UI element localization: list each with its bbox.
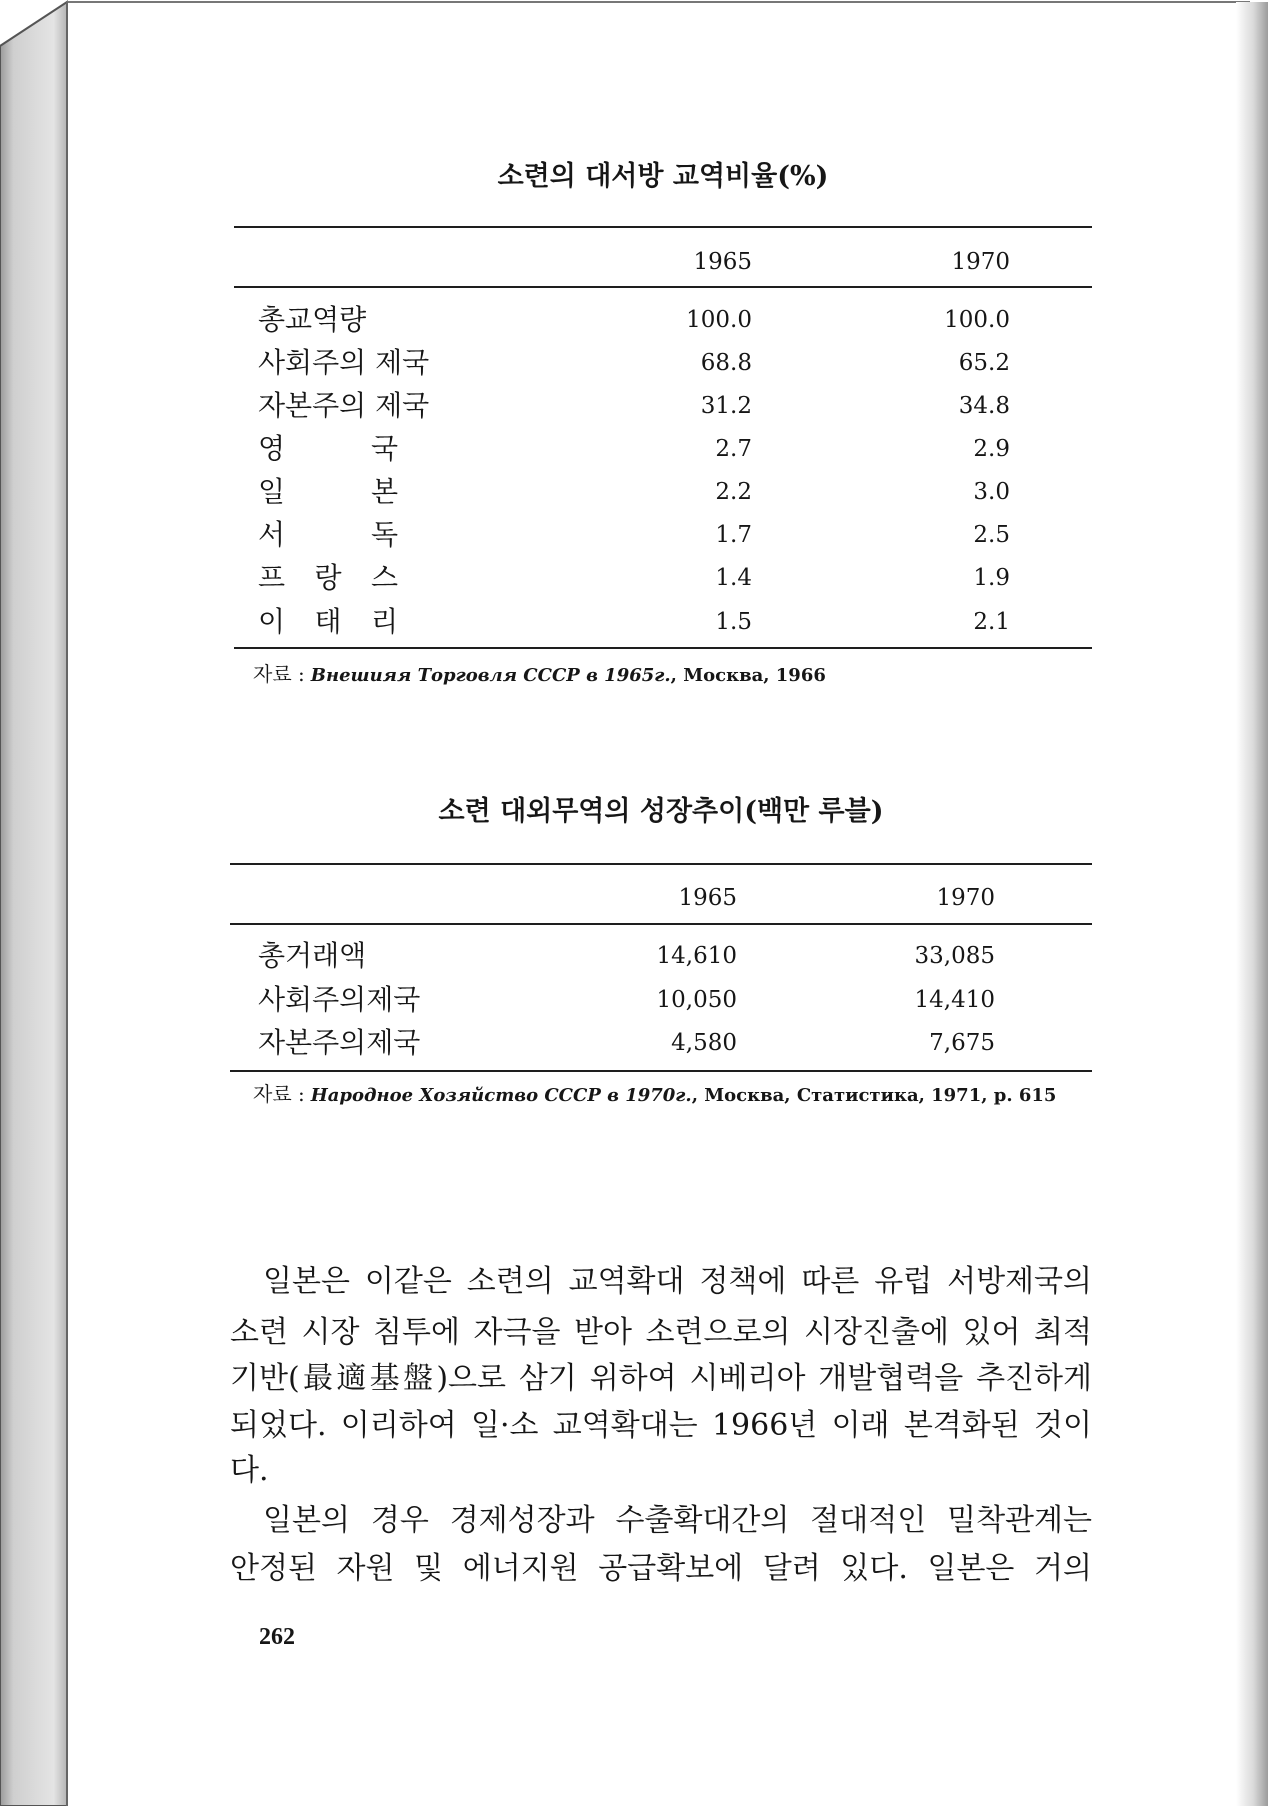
table-source bbox=[253, 1080, 1056, 1108]
text-line: 기반(最適基盤)으로 삼기 위하여 시베리아 개발협력을 추진하게 bbox=[230, 1361, 1092, 1396]
row-label: 사회주의제국 bbox=[258, 983, 421, 1016]
cell-1970: 3.0 bbox=[973, 479, 1010, 505]
column-header-1965: 1965 bbox=[693, 249, 752, 275]
cell-1965: 31.2 bbox=[700, 393, 752, 419]
table-header-row bbox=[0, 878, 1268, 918]
column-header-1965: 1965 bbox=[678, 885, 737, 911]
cell-1970: 14,410 bbox=[914, 987, 995, 1013]
row-label: 일 본 bbox=[258, 475, 398, 508]
row-label: 영 국 bbox=[258, 432, 398, 465]
cell-1965: 2.7 bbox=[715, 436, 752, 462]
source-title: Внешияя Торговля СССР в 1965г. bbox=[310, 665, 671, 686]
table-row bbox=[0, 602, 1268, 642]
cell-1970: 2.5 bbox=[973, 522, 1010, 548]
cell-1965: 1.4 bbox=[715, 565, 752, 591]
table-row bbox=[0, 386, 1268, 426]
table-row bbox=[0, 472, 1268, 512]
table-row bbox=[0, 980, 1268, 1020]
cell-1970: 65.2 bbox=[958, 350, 1010, 376]
text-line: 일본의 경우 경제성장과 수출확대간의 절대적인 밀착관계는 bbox=[263, 1503, 1092, 1538]
cell-1970: 33,085 bbox=[914, 943, 995, 969]
cell-1965: 10,050 bbox=[656, 987, 737, 1013]
page-number: 262 bbox=[259, 1624, 295, 1650]
column-header-1970: 1970 bbox=[951, 249, 1010, 275]
cell-1965: 2.2 bbox=[715, 479, 752, 505]
row-label: 서 독 bbox=[258, 518, 398, 551]
cell-1970: 2.9 bbox=[973, 436, 1010, 462]
table-bottom-rule bbox=[234, 647, 1092, 649]
source-prefix: 자료 : bbox=[253, 1082, 305, 1106]
table-header-rule bbox=[230, 923, 1092, 925]
table-row bbox=[0, 558, 1268, 598]
cell-1965: 1.7 bbox=[715, 522, 752, 548]
table-row bbox=[0, 429, 1268, 469]
table-header-row bbox=[0, 242, 1268, 282]
row-label: 자본주의제국 bbox=[258, 1026, 421, 1059]
source-details: , Москва, 1966 bbox=[670, 665, 826, 686]
cell-1970: 100.0 bbox=[944, 307, 1010, 333]
cell-1965: 68.8 bbox=[700, 350, 752, 376]
row-label: 총거래액 bbox=[258, 939, 367, 972]
text-line: 되었다. 이리하여 일·소 교역확대는 1966년 이래 본격화된 것이 bbox=[230, 1408, 1092, 1443]
table-bottom-rule bbox=[230, 1070, 1092, 1072]
table-row bbox=[0, 515, 1268, 555]
table-top-rule bbox=[230, 863, 1092, 865]
row-label: 총교역량 bbox=[258, 303, 367, 336]
column-header-1970: 1970 bbox=[936, 885, 995, 911]
table-top-rule bbox=[234, 226, 1092, 228]
cell-1970: 34.8 bbox=[958, 393, 1010, 419]
cell-1965: 4,580 bbox=[671, 1030, 737, 1056]
text-line: 안정된 자원 및 에너지원 공급확보에 달려 있다. 일본은 거의 bbox=[230, 1551, 1092, 1586]
table-title: 소련 대외무역의 성장추이(백만 루블) bbox=[438, 796, 884, 827]
table-title: 소련의 대서방 교역비율(%) bbox=[497, 161, 829, 192]
table-source bbox=[253, 660, 826, 688]
cell-1970: 2.1 bbox=[973, 609, 1010, 635]
row-label: 자본주의 제국 bbox=[258, 389, 430, 422]
cell-1965: 14,610 bbox=[656, 943, 737, 969]
table-row bbox=[0, 936, 1268, 976]
cell-1970: 7,675 bbox=[929, 1030, 995, 1056]
row-label: 이 태 리 bbox=[258, 605, 398, 638]
text-line: 일본은 이같은 소련의 교역확대 정책에 따른 유럽 서방제국의 bbox=[263, 1264, 1092, 1299]
row-label: 사회주의 제국 bbox=[258, 346, 430, 379]
cell-1965: 100.0 bbox=[686, 307, 752, 333]
table-row bbox=[0, 300, 1268, 340]
table-header-rule bbox=[234, 286, 1092, 288]
text-line: 다. bbox=[230, 1453, 269, 1488]
source-details: , Москва, Статистика, 1971, p. 615 bbox=[691, 1085, 1057, 1106]
cell-1970: 1.9 bbox=[973, 565, 1010, 591]
source-prefix: 자료 : bbox=[253, 662, 305, 686]
table-row bbox=[0, 343, 1268, 383]
text-line: 소련 시장 침투에 자극을 받아 소련으로의 시장진출에 있어 최적 bbox=[230, 1315, 1092, 1350]
source-title: Народное Хозяйство СССР в 1970г. bbox=[310, 1085, 692, 1106]
table-row bbox=[0, 1023, 1268, 1063]
row-label: 프 랑 스 bbox=[258, 561, 398, 594]
cell-1965: 1.5 bbox=[715, 609, 752, 635]
